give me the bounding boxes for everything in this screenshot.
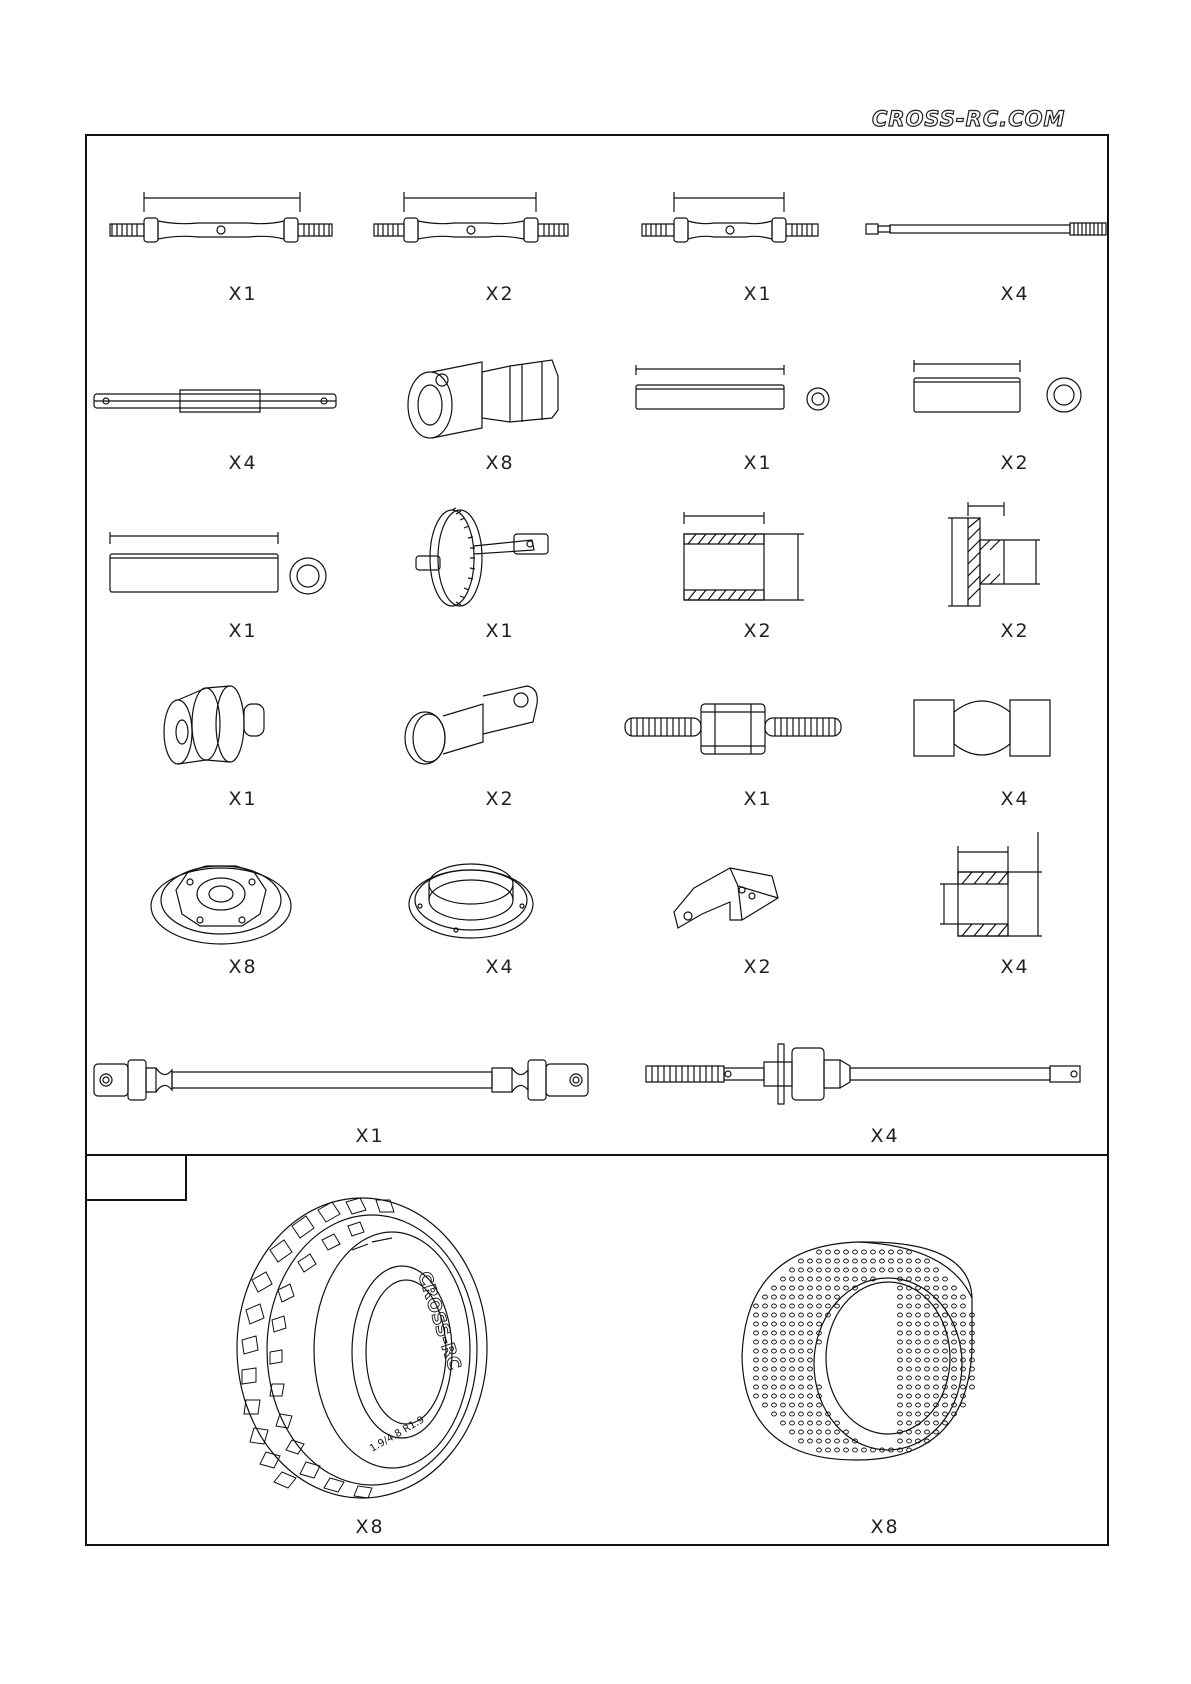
quantity-label: X2 [743, 956, 773, 978]
hex-shaft [92, 388, 338, 414]
tire-with-tread [222, 1190, 502, 1505]
bearing-section [936, 830, 1048, 944]
section-label-box [85, 1155, 187, 1201]
short-spacer [914, 360, 1094, 416]
quantity-label: X4 [1000, 956, 1030, 978]
svg-text:CROSS-RC.COM: CROSS-RC.COM [872, 107, 1066, 130]
axle-shaft [644, 1040, 1084, 1108]
quantity-label: X2 [485, 283, 515, 305]
quantity-label: X1 [355, 1125, 385, 1147]
mount-bracket [672, 858, 782, 932]
quantity-label: X4 [1000, 788, 1030, 810]
quantity-label: X2 [485, 788, 515, 810]
svg-text:CROSS-RC: CROSS-RC [413, 1269, 465, 1373]
bushing-section [680, 512, 810, 604]
quantity-label: X8 [228, 956, 258, 978]
turnbuckle-medium [372, 190, 572, 250]
quantity-label: X1 [485, 620, 515, 642]
flanged-bushing-section [944, 502, 1044, 610]
quantity-label: X2 [1000, 620, 1030, 642]
spacer-tube [632, 365, 832, 415]
quantity-label: X2 [1000, 452, 1030, 474]
section-divider [85, 1154, 1109, 1156]
wheel-hub-nut [148, 850, 294, 946]
quantity-label: X4 [1000, 283, 1030, 305]
ball-stud [912, 696, 1052, 760]
quantity-label: X1 [228, 788, 258, 810]
quantity-label: X2 [743, 620, 773, 642]
brand-logo [872, 106, 1114, 130]
quantity-label: X1 [228, 620, 258, 642]
drive-cup [402, 352, 562, 444]
quantity-label: X4 [485, 956, 515, 978]
quantity-label: X1 [743, 788, 773, 810]
quantity-label: X1 [743, 283, 773, 305]
quantity-label: X8 [355, 1516, 385, 1538]
svg-text:1.9/4.8 R1.9: 1.9/4.8 R1.9 [368, 1414, 427, 1455]
retainer-ring [406, 848, 536, 940]
quantity-label: X4 [228, 452, 258, 474]
stacked-pulley [160, 680, 270, 776]
foam-insert [738, 1238, 976, 1464]
threaded-stud [623, 698, 843, 758]
clevis-pin [403, 682, 543, 768]
spur-gear-shaft [412, 506, 552, 610]
quantity-label: X1 [743, 452, 773, 474]
center-driveshaft [92, 1050, 592, 1110]
quantity-label: X8 [485, 452, 515, 474]
quantity-label: X8 [870, 1516, 900, 1538]
quantity-label: X4 [870, 1125, 900, 1147]
quantity-label: X1 [228, 283, 258, 305]
turnbuckle-long [108, 190, 333, 250]
turnbuckle-short [640, 190, 820, 250]
long-sleeve [108, 532, 338, 596]
pin-rod [864, 218, 1109, 242]
